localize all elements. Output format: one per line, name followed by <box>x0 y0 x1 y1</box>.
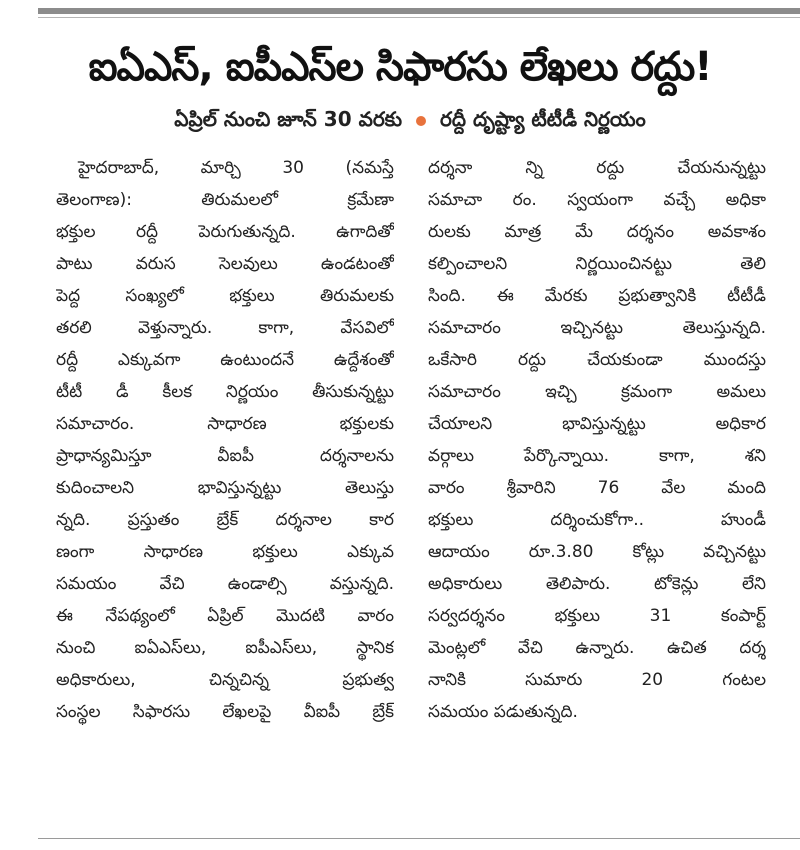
column-right <box>428 152 766 728</box>
article-line: హైదరాబాద్, మార్చి 30 (నమస్తే <box>78 158 394 178</box>
article-line: ణంగా సాధారణ భక్తులు ఎక్కువ <box>56 542 394 562</box>
article-body <box>56 152 766 728</box>
article-line: పాటు వరుస సెలవులు ఉండటంతో <box>56 254 394 274</box>
article-line: కల్పించాలని నిర్ణయించినట్టు తెలి <box>428 254 766 274</box>
article-line: సమాచారం. సాధారణ భక్తులకు <box>56 414 394 434</box>
bullet-dot-icon <box>416 116 426 126</box>
article-line: చేయాలని భావిస్తున్నట్టు అధికార <box>428 414 766 434</box>
subhead-left: ఏప్రిల్ నుంచి జూన్ 30 వరకు <box>174 106 403 131</box>
article-line: నుంచి ఐఏఎస్‌లు, ఐపీఎస్‌లు, స్థానిక <box>56 638 394 658</box>
subhead-right: రద్దీ దృష్ట్యా టీటీడీ నిర్ణయం <box>440 106 646 131</box>
article-line: తరలి వెళ్తున్నారు. కాగా, వేసవిలో <box>56 318 394 338</box>
article-line: మెంట్లలో వేచి ఉన్నారు. ఉచిత దర్శ <box>428 638 766 658</box>
article-line: ప్రాధాన్యమిస్తూ వీఐపీ దర్శనాలను <box>56 446 394 466</box>
top-rule <box>38 8 800 14</box>
article-line: రద్దీ ఎక్కువగా ఉంటుందనే ఉద్దేశంతో <box>56 350 394 370</box>
headline: ఐఏఎస్, ఐపీఎస్‌ల సిఫారసు లేఖలు రద్దు! <box>88 44 712 90</box>
bottom-rule <box>38 838 800 839</box>
article-line: వర్గాలు పేర్కొన్నాయి. కాగా, శని <box>428 446 766 466</box>
article-line: న్నది. ప్రస్తుతం బ్రేక్ దర్శనాల కార <box>56 510 394 530</box>
article-line: సర్వదర్శనం భక్తులు 31 కంపార్ట్ <box>428 606 766 626</box>
article-line: సమాచా రం. స్వయంగా వచ్చే అధికా <box>428 190 766 210</box>
article-line: అధికారులు, చిన్నచిన్న ప్రభుత్వ <box>56 670 394 690</box>
article-line: భక్తుల రద్దీ పెరుగుతున్నది. ఉగాదితో <box>56 222 394 242</box>
article-line: సంస్థల సిఫారసు లేఖలపై వీఐపీ బ్రేక్ <box>56 702 394 722</box>
article-line: అధికారులు తెలిపారు. టోకెన్లు లేని <box>428 574 766 594</box>
article-line: టీటీ డీ కీలక నిర్ణయం తీసుకున్నట్టు <box>56 382 394 402</box>
article-line: భక్తులు దర్శించుకోగా.. హుండీ <box>428 510 766 530</box>
article-line: నానికి సుమారు 20 గంటల <box>428 670 766 690</box>
article-line: సమాచారం ఇచ్చినట్టు తెలుస్తున్నది. <box>428 318 766 338</box>
article-line: పెద్ద సంఖ్యలో భక్తులు తిరుమలకు <box>56 286 394 306</box>
subhead <box>40 104 780 138</box>
article-line: వారం శ్రీవారిని 76 వేల మంది <box>428 478 766 498</box>
article-line: సమయం పడుతున్నది. <box>428 702 578 722</box>
top-rule-thin <box>38 17 800 18</box>
article-line: సమాచారం ఇచ్చి క్రమంగా అమలు <box>428 382 766 402</box>
column-left <box>56 152 394 728</box>
article-line: తెలంగాణ): తిరుమలలో క్రమేణా <box>56 190 394 210</box>
article-line: ఈ నేపథ్యంలో ఏప్రిల్ మొదటి వారం <box>56 606 394 626</box>
article-line: కుదించాలని భావిస్తున్నట్టు తెలుస్తు <box>56 478 394 498</box>
article-line: ఆదాయం రూ.3.80 కోట్లు వచ్చినట్టు <box>428 542 766 562</box>
article-line: సమయం వేచి ఉండాల్సి వస్తున్నది. <box>56 574 394 594</box>
article-line: రులకు మాత్ర మే దర్శనం అవకాశం <box>428 222 766 242</box>
article-line: దర్శనా న్ని రద్దు చేయనున్నట్టు <box>428 158 766 178</box>
article-line: సింది. ఈ మేరకు ప్రభుత్వానికి టీటీడీ <box>428 286 766 306</box>
article-line: ఒకేసారి రద్దు చేయకుండా ముందస్తు <box>428 350 766 370</box>
